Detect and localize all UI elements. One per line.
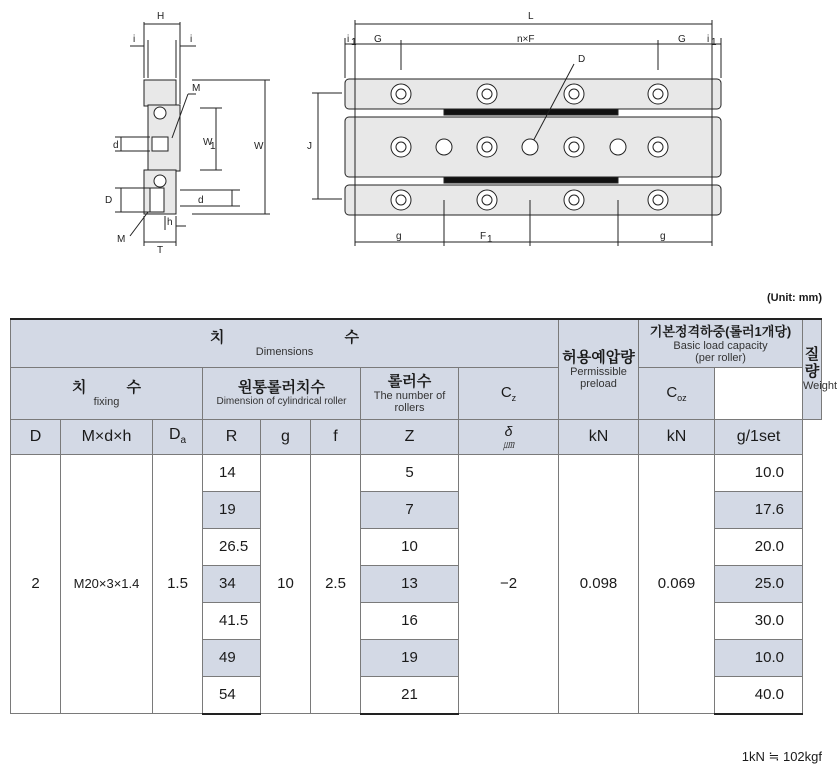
cell-Z: 10: [361, 528, 459, 565]
roller-count-header: 롤러수 The number of rollers: [361, 367, 459, 419]
col-R: R: [203, 419, 261, 454]
conversion-note: 1kN ≒ 102kgf: [741, 749, 822, 764]
table-row: [11, 454, 822, 491]
col-Da: $D_a$: [153, 419, 203, 454]
cell-Z: 19: [361, 639, 459, 676]
cell-R: 49: [203, 639, 261, 676]
cell-Z: 13: [361, 565, 459, 602]
cell-R: 41.5: [203, 602, 261, 639]
cell-coz: 0.069: [639, 454, 715, 714]
svg-text:L: L: [528, 11, 534, 22]
svg-text:M: M: [192, 83, 201, 94]
spec-table: [10, 318, 837, 715]
svg-text:d: d: [198, 195, 204, 206]
svg-text:i: i: [190, 34, 193, 45]
cell-weight: 30.0: [715, 602, 803, 639]
col-D: D: [11, 419, 61, 454]
svg-text:W: W: [254, 141, 264, 152]
front-view: [312, 20, 721, 246]
col-Z: Z: [361, 419, 459, 454]
dimensions-header: 치 수 Dimensions: [11, 319, 559, 367]
cell-weight: 17.6: [715, 491, 803, 528]
cell-R: 14: [203, 454, 261, 491]
svg-text:1: 1: [210, 141, 216, 152]
svg-text:M: M: [117, 234, 126, 245]
cell-weight: 10.0: [715, 639, 803, 676]
cell-R: 54: [203, 676, 261, 714]
svg-text:H: H: [157, 11, 165, 22]
svg-text:n×F: n×F: [517, 34, 535, 45]
col-weight-unit: g/1set: [715, 419, 803, 454]
cell-weight: 20.0: [715, 528, 803, 565]
preload-header: 허용예압량 Permissible preload: [559, 319, 639, 419]
cell-cz: 0.098: [559, 454, 639, 714]
weight-header: 질량 Weight: [803, 319, 822, 419]
cell-Da: 1.5: [153, 454, 203, 714]
svg-text:d: d: [113, 140, 119, 151]
cell-weight: 25.0: [715, 565, 803, 602]
svg-text:G: G: [678, 34, 686, 45]
col-f: f: [311, 419, 361, 454]
cell-weight: 40.0: [715, 676, 803, 714]
load-header: 기본정격하중(롤러1개당) Basic load capacity (per roller): [639, 319, 803, 367]
svg-text:W: W: [203, 137, 213, 148]
cell-weight: 10.0: [715, 454, 803, 491]
svg-text:i: i: [133, 34, 136, 45]
cell-R: 19: [203, 491, 261, 528]
col-coz-unit: kN: [639, 419, 715, 454]
col-Mdh: M×d×h: [61, 419, 153, 454]
svg-text:G: G: [374, 34, 382, 45]
cz-header: $C_z$: [459, 367, 559, 419]
svg-text:J: J: [307, 141, 312, 152]
cell-Z: 5: [361, 454, 459, 491]
svg-text:i: i: [707, 34, 710, 45]
cell-g: 10: [261, 454, 311, 714]
cell-Mdh: M20×3×1.4: [61, 454, 153, 714]
svg-text:1: 1: [711, 37, 717, 48]
col-preload: δ ㎛: [459, 419, 559, 454]
svg-text:T: T: [157, 245, 164, 256]
svg-text:g: g: [396, 231, 402, 242]
fixing-header: 치 수 fixing: [11, 367, 203, 419]
coz-header: $C_{oz}$: [639, 367, 715, 419]
unit-note: (Unit: mm): [767, 292, 822, 304]
side-view: [115, 22, 270, 246]
svg-text:1: 1: [351, 37, 357, 48]
cell-preload: −2: [459, 454, 559, 714]
cell-D: 2: [11, 454, 61, 714]
roller-dim-header: 원통롤러치수 Dimension of cylindrical roller: [203, 367, 361, 419]
svg-text:D: D: [105, 195, 113, 206]
cell-Z: 7: [361, 491, 459, 528]
svg-text:g: g: [660, 231, 666, 242]
cell-R: 26.5: [203, 528, 261, 565]
col-g: g: [261, 419, 311, 454]
cell-f: 2.5: [311, 454, 361, 714]
svg-text:F: F: [480, 231, 487, 242]
technical-drawing: [0, 0, 830, 290]
svg-text:h: h: [167, 217, 173, 228]
svg-text:i: i: [347, 34, 350, 45]
col-cz-unit: kN: [559, 419, 639, 454]
svg-text:D: D: [578, 54, 586, 65]
svg-text:1: 1: [487, 234, 493, 245]
cell-Z: 16: [361, 602, 459, 639]
cell-Z: 21: [361, 676, 459, 714]
cell-R: 34: [203, 565, 261, 602]
